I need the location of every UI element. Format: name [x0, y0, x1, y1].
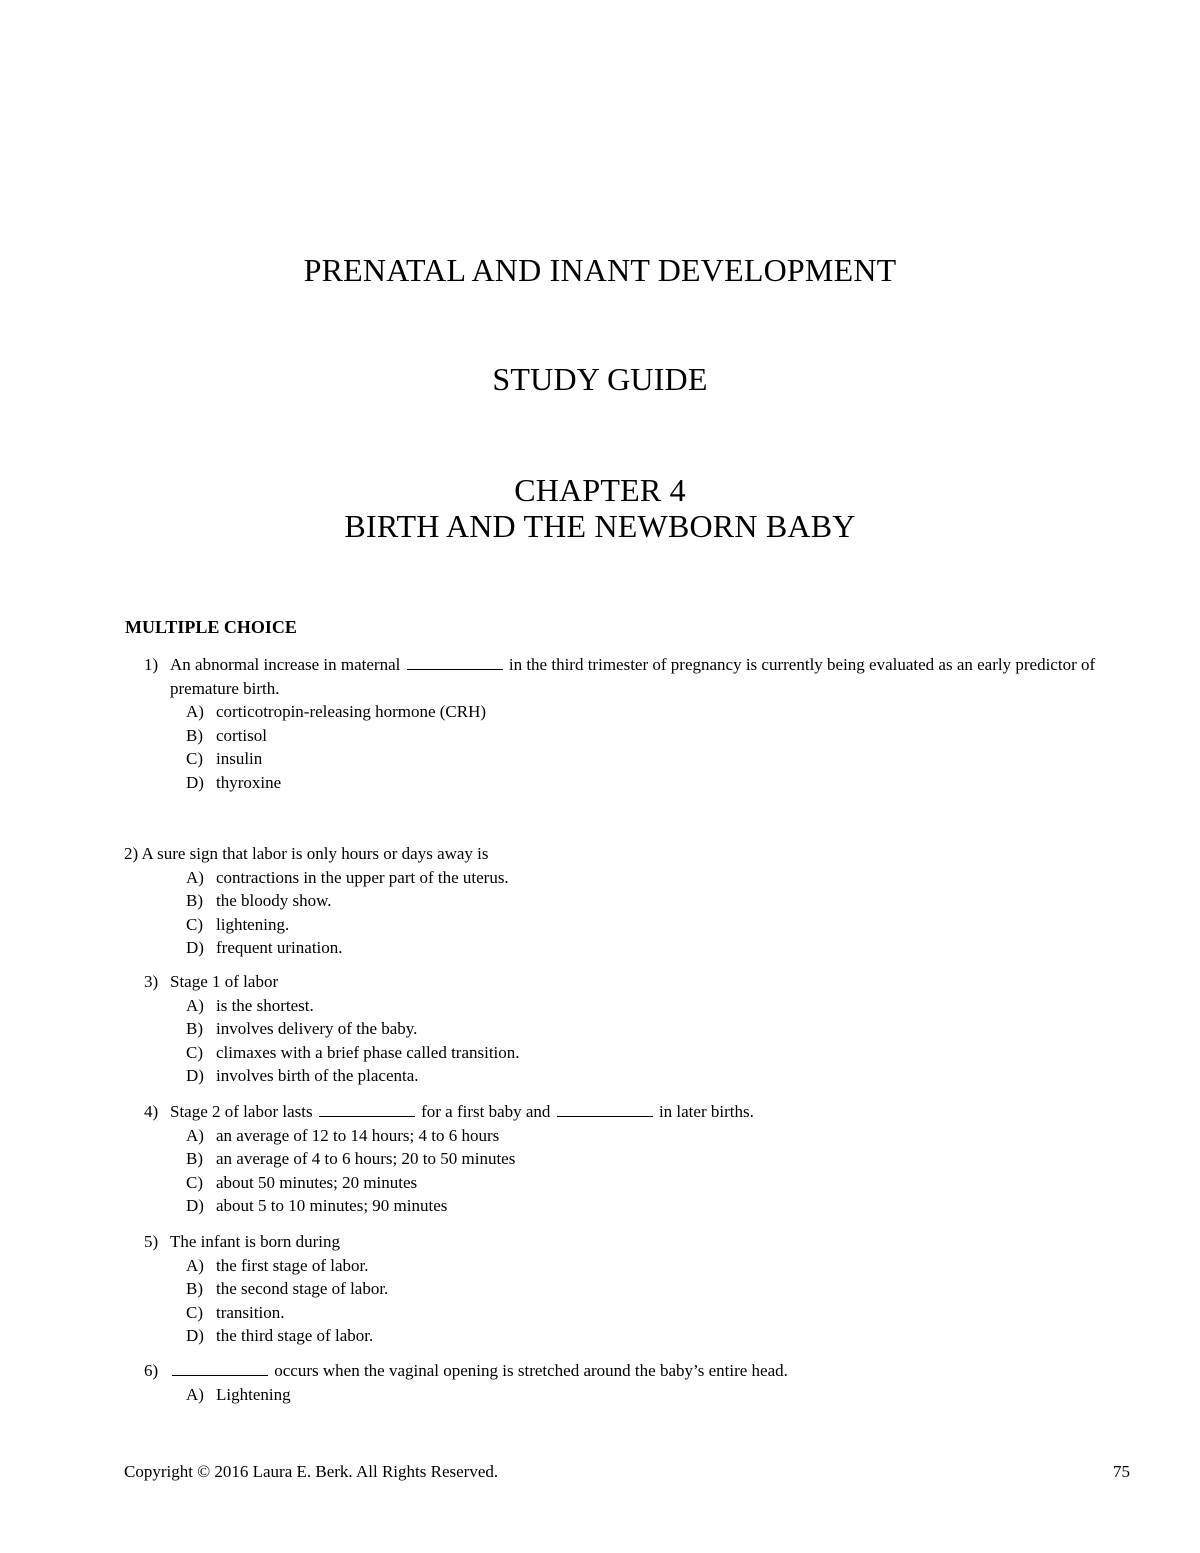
page-number: 75 [1113, 1462, 1130, 1481]
question-6 [144, 1359, 1134, 1406]
fill-in-blank [172, 1361, 268, 1376]
option-letter: C) [186, 749, 203, 768]
option-text: cortisol [216, 725, 267, 745]
answer-options [186, 994, 1134, 1088]
stem-text-middle: for a first baby and [421, 1102, 551, 1121]
answer-option [186, 1254, 1134, 1278]
answer-option [186, 994, 1134, 1018]
option-text: involves birth of the placenta. [216, 1066, 419, 1085]
answer-option [186, 771, 1134, 795]
option-letter: A) [186, 1384, 204, 1404]
option-letter: C) [186, 1042, 203, 1062]
answer-option [186, 1017, 1134, 1041]
answer-option [186, 747, 1134, 771]
option-text: corticotropin-releasing hormone (CRH) [216, 702, 487, 721]
chapter-number: CHAPTER 4 [514, 472, 686, 508]
option-text: is the shortest. [216, 995, 314, 1015]
option-letter: A) [186, 867, 204, 887]
option-letter: B) [186, 1019, 203, 1038]
document-subtitle: STUDY GUIDE [492, 361, 708, 397]
answer-options [186, 866, 1114, 960]
stem-text: Stage 1 of labor [170, 972, 279, 991]
option-text: lightening. [216, 914, 290, 934]
question-stem [124, 842, 1114, 866]
question-number: 6) [144, 1361, 159, 1380]
question-4 [144, 1100, 1134, 1218]
option-text: thyroxine [216, 772, 282, 792]
question-number: 4) [144, 1102, 159, 1121]
question-number: 5) [144, 1232, 159, 1251]
option-text: the bloody show. [216, 891, 332, 910]
answer-option [186, 936, 1114, 960]
option-text: about 5 to 10 minutes; 90 minutes [216, 1196, 448, 1215]
document-title: PRENATAL AND INANT DEVELOPMENT [303, 252, 897, 288]
option-letter: C) [186, 1302, 203, 1322]
section-heading: MULTIPLE CHOICE [125, 617, 297, 637]
option-letter: D) [186, 1196, 204, 1215]
answer-options [186, 1124, 1134, 1218]
option-text: involves delivery of the baby. [216, 1019, 418, 1038]
option-letter: B) [186, 891, 203, 910]
option-letter: B) [186, 1279, 203, 1298]
option-text: climaxes with a brief phase called transition. [216, 1042, 520, 1062]
answer-options [186, 1254, 1134, 1348]
question-3 [144, 970, 1134, 1088]
option-letter: A) [186, 702, 204, 721]
question-stem [144, 970, 1134, 994]
option-letter: C) [186, 914, 203, 934]
option-text: the first stage of labor. [216, 1255, 369, 1275]
question-number: 3) [144, 972, 159, 991]
stem-text-after: in the third trimester of pregnancy is currently being evaluated as an early predictor of premature birth. [170, 655, 1096, 698]
question-stem [144, 1359, 1134, 1383]
answer-option [186, 1171, 1134, 1195]
copyright-notice: Copyright © 2016 Laura E. Berk. All Rights Reserved. [124, 1462, 499, 1481]
option-text: contractions in the upper part of the uterus. [216, 867, 509, 887]
answer-option [186, 1147, 1134, 1171]
answer-options [186, 700, 1134, 794]
question-2 [124, 842, 1114, 960]
option-letter: D) [186, 938, 204, 957]
option-letter: A) [186, 1125, 204, 1145]
answer-options [186, 1383, 1134, 1407]
option-letter: D) [186, 1066, 204, 1085]
fill-in-blank [557, 1102, 653, 1117]
question-stem [144, 653, 1134, 700]
option-text: an average of 4 to 6 hours; 20 to 50 minutes [216, 1149, 516, 1168]
answer-option [186, 1324, 1134, 1348]
option-text: about 50 minutes; 20 minutes [216, 1172, 418, 1192]
fill-in-blank [319, 1102, 415, 1117]
stem-text-after: in later births. [658, 1102, 754, 1121]
option-letter: D) [186, 772, 204, 792]
answer-option [186, 1277, 1134, 1301]
answer-option [186, 913, 1114, 937]
option-letter: C) [186, 1172, 203, 1192]
fill-in-blank [407, 655, 503, 670]
answer-option [186, 1041, 1134, 1065]
option-letter: A) [186, 1255, 204, 1275]
answer-option [186, 866, 1114, 890]
option-letter: B) [186, 725, 203, 745]
answer-option [186, 889, 1114, 913]
option-text: frequent urination. [216, 938, 343, 957]
stem-text: A sure sign that labor is only hours or days away is [141, 844, 489, 863]
question-1 [144, 653, 1134, 794]
stem-text: The infant is born during [170, 1232, 340, 1251]
option-text: the second stage of labor. [216, 1279, 389, 1298]
chapter-title: BIRTH AND THE NEWBORN BABY [344, 508, 856, 544]
question-stem [144, 1100, 1134, 1124]
answer-option [186, 1064, 1134, 1088]
answer-option [186, 1194, 1134, 1218]
option-text: insulin [216, 749, 263, 768]
option-text: transition. [216, 1302, 285, 1322]
answer-option [186, 700, 1134, 724]
option-letter: A) [186, 995, 204, 1015]
option-text: the third stage of labor. [216, 1326, 374, 1345]
answer-option [186, 724, 1134, 748]
question-number: 1) [144, 655, 159, 674]
answer-option [186, 1124, 1134, 1148]
question-5 [144, 1230, 1134, 1348]
question-number: 2) [124, 844, 139, 863]
option-text: Lightening [216, 1384, 291, 1404]
stem-text-before: An abnormal increase in maternal [170, 655, 401, 674]
stem-text-before: Stage 2 of labor lasts [170, 1102, 313, 1121]
answer-option [186, 1301, 1134, 1325]
answer-option [186, 1383, 1134, 1407]
stem-text-after: occurs when the vaginal opening is stretched around the baby’s entire head. [274, 1361, 788, 1380]
question-stem [144, 1230, 1134, 1254]
option-letter: B) [186, 1149, 203, 1168]
option-text: an average of 12 to 14 hours; 4 to 6 hours [216, 1125, 500, 1145]
option-letter: D) [186, 1326, 204, 1345]
